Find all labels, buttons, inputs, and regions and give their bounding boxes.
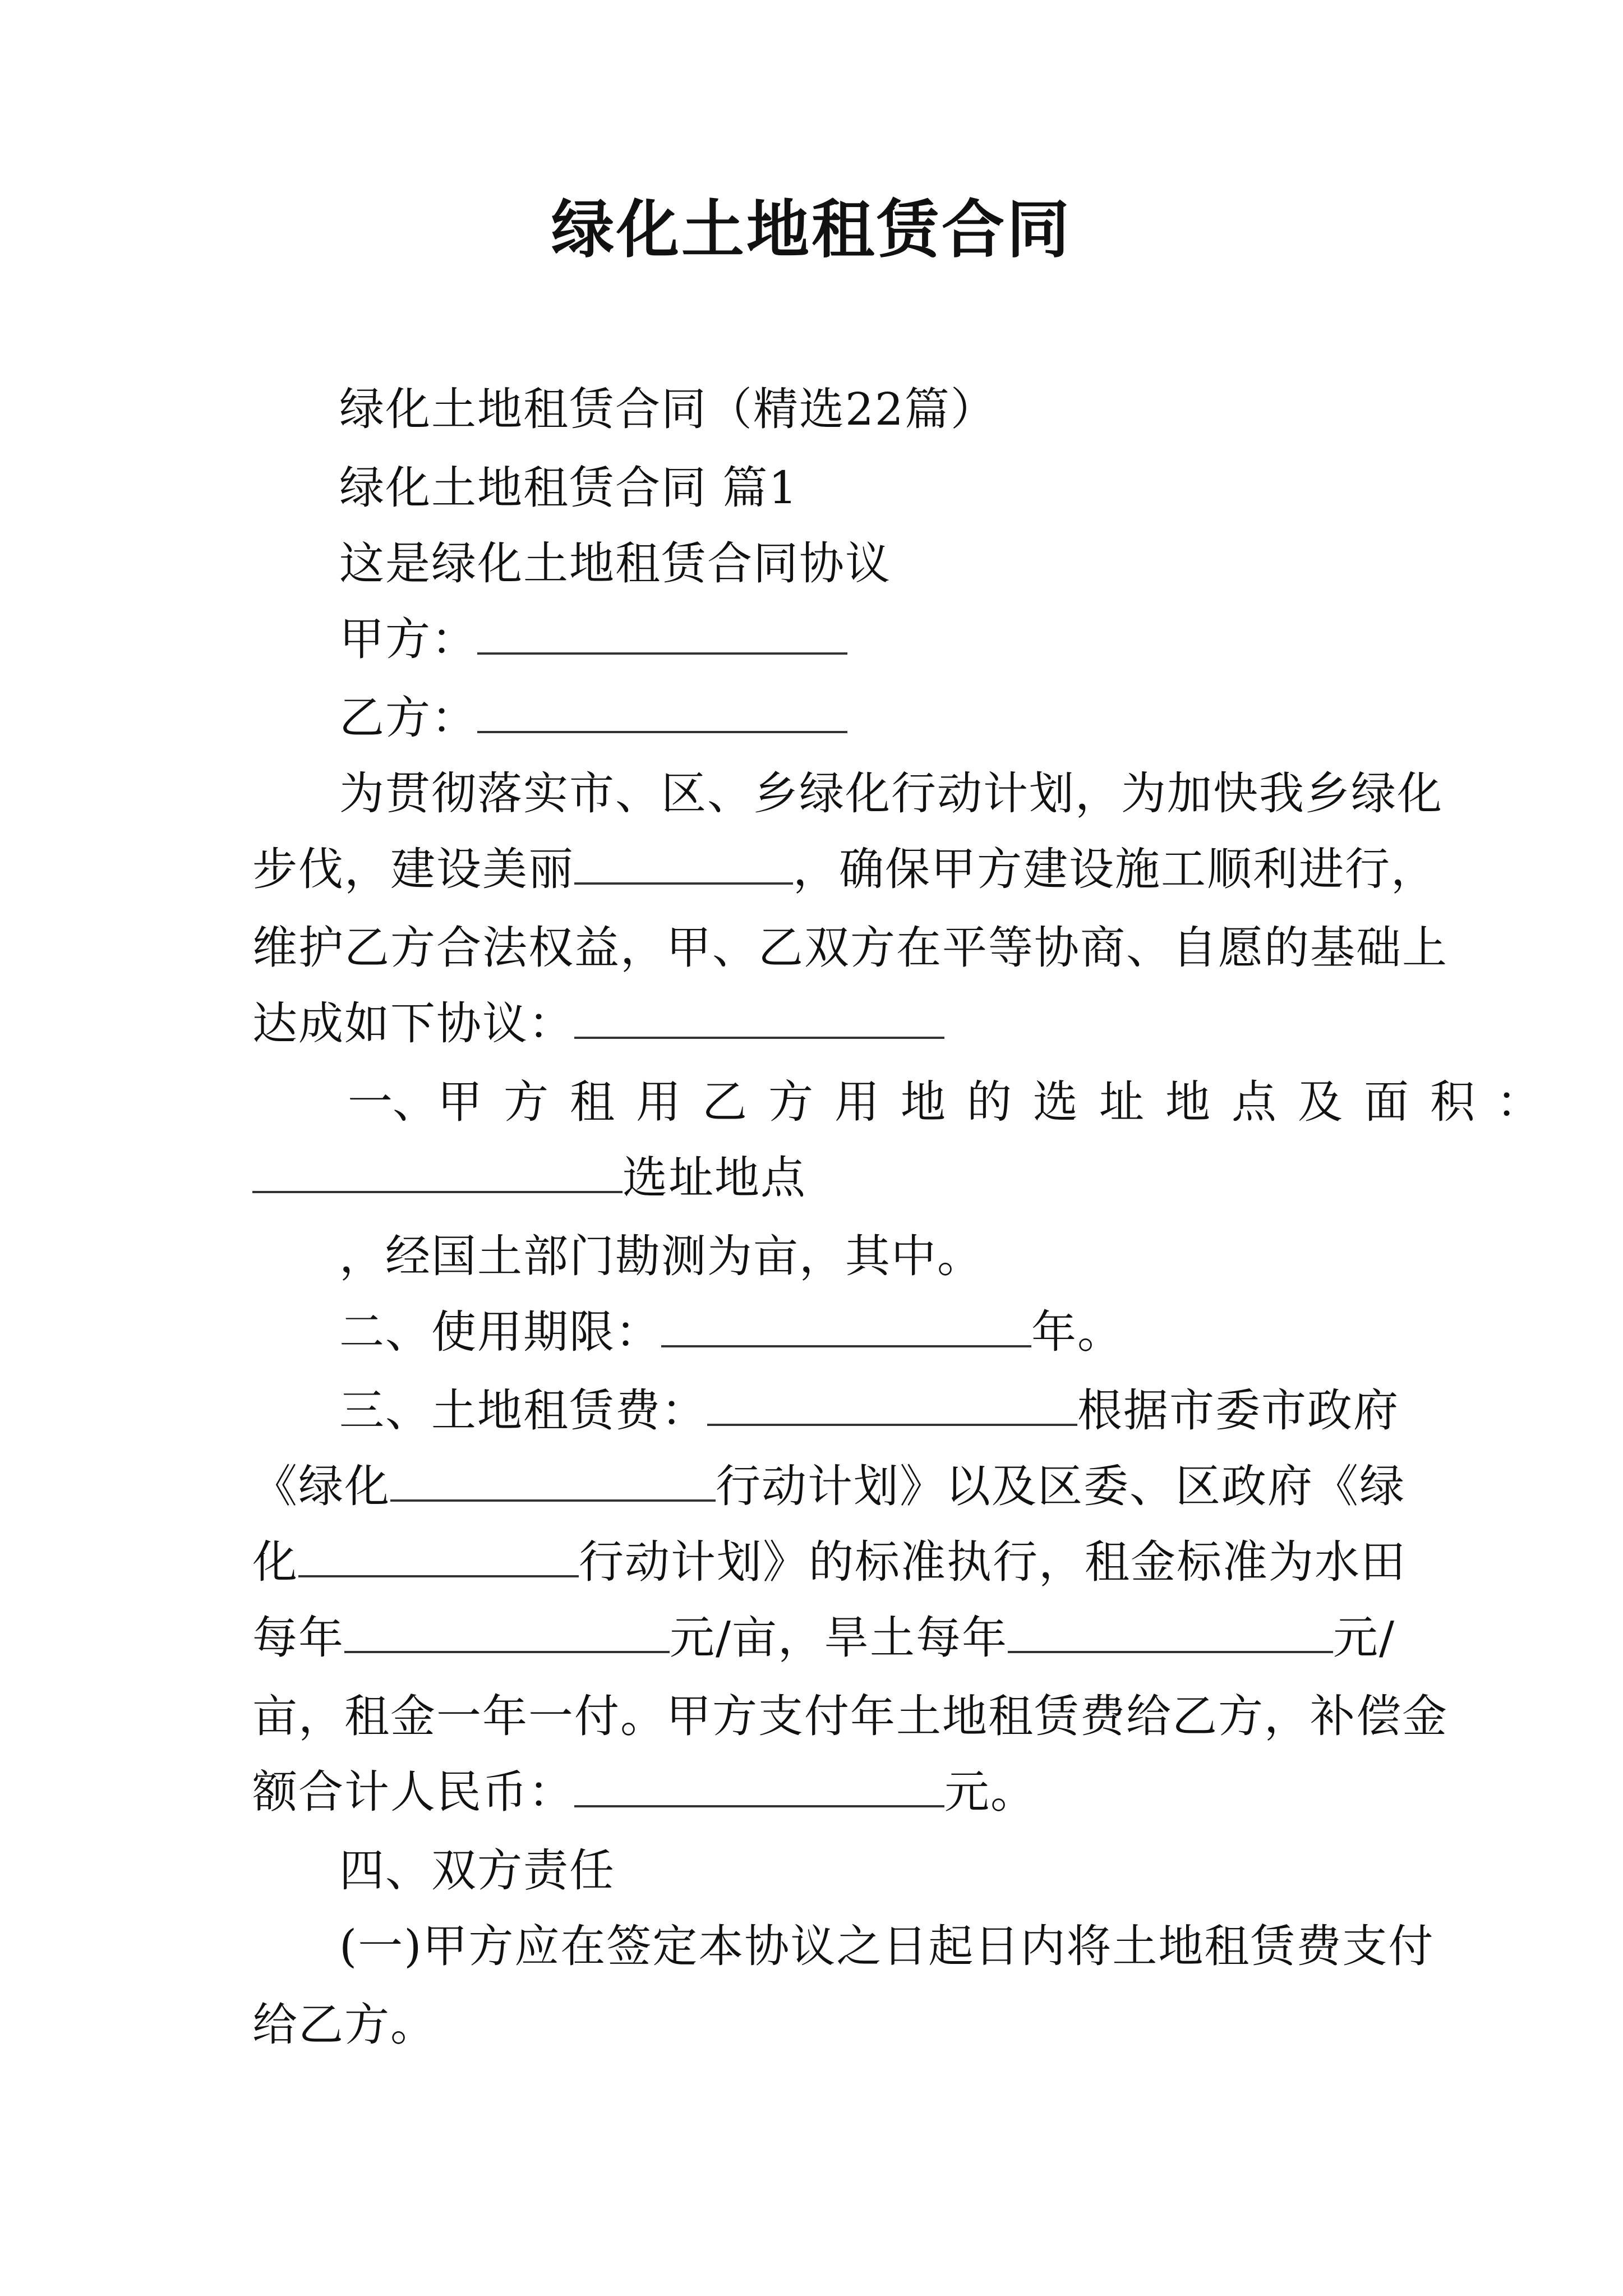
party-b-blank — [477, 693, 847, 733]
paragraph-line — [252, 841, 1437, 898]
fill-blank — [574, 844, 793, 885]
paragraph-text: 年。 — [1031, 1306, 1123, 1358]
paragraph-text: 元/亩，旱土每年 — [670, 1612, 1008, 1664]
paragraph-text: 行动计划》的标准执行，租金标准为水田 — [579, 1536, 1407, 1588]
party-a-line — [339, 611, 847, 668]
fill-blank — [252, 1153, 623, 1193]
section-4-heading: 四、双方责任 — [339, 1844, 615, 1897]
fill-blank — [574, 999, 944, 1039]
paragraph-line: 亩，租金一年一付。甲方支付年土地租赁费给乙方，补偿金 — [252, 1690, 1448, 1742]
subtitle: 绿化土地租赁合同（精选22篇） — [339, 383, 997, 435]
paragraph-line — [252, 1534, 1407, 1590]
paragraph-line: 维护乙方合法权益，甲、乙双方在平等协商、自愿的基础上 — [252, 922, 1448, 974]
fill-blank — [661, 1307, 1031, 1347]
fill-blank — [390, 1461, 716, 1502]
paragraph-line — [252, 996, 944, 1052]
part-heading: 绿化土地租赁合同 篇1 — [339, 462, 799, 514]
section-1-heading — [252, 1074, 1562, 1130]
paragraph-text: 二、使用期限： — [339, 1306, 661, 1358]
paragraph-text: 根据市委市政府 — [1077, 1384, 1399, 1437]
fill-blank — [1008, 1613, 1333, 1653]
document-title: 绿化土地租赁合同 — [551, 193, 1072, 266]
paragraph-text: 步伐，建设美丽 — [252, 843, 574, 895]
paragraph-text: 化 — [252, 1536, 298, 1588]
paragraph-line — [252, 1458, 1405, 1515]
paragraph-text: 达成如下协议： — [252, 997, 574, 1050]
paragraph-text: 行动计划》以及区委、区政府《绿 — [716, 1460, 1405, 1512]
paragraph-line: (一)甲方应在签定本协议之日起日内将土地租赁费支付 — [339, 1920, 1435, 1972]
fill-blank — [344, 1613, 670, 1653]
paragraph-text: 每年 — [252, 1612, 344, 1664]
paragraph-text: 《绿化 — [252, 1460, 390, 1512]
paragraph-line: 为贯彻落实市、区、乡绿化行动计划，为加快我乡绿化 — [339, 767, 1443, 820]
party-a-label: 甲方： — [339, 613, 477, 665]
party-a-blank — [477, 614, 847, 655]
party-b-line — [339, 690, 847, 746]
section-number: 一、 — [348, 1076, 437, 1128]
paragraph-text: ，确保甲方建设施工顺利进行， — [793, 843, 1437, 895]
section-text: 甲方租用乙方用地的选址地点及面积： — [437, 1076, 1562, 1128]
paragraph-line — [252, 1610, 1395, 1666]
section-3-line — [339, 1383, 1399, 1439]
paragraph-text: 选址地点 — [623, 1152, 806, 1204]
paragraph-text: 三、土地租赁费： — [339, 1384, 707, 1437]
fill-blank — [574, 1767, 944, 1807]
party-b-label: 乙方： — [339, 692, 477, 744]
paragraph-line — [252, 1764, 1036, 1820]
paragraph-line: 给乙方。 — [252, 1999, 436, 2051]
paragraph-line: ，经国土部门勘测为亩，其中。 — [339, 1230, 983, 1282]
paragraph-line — [252, 1150, 806, 1206]
fill-blank — [707, 1386, 1077, 1426]
intro-line: 这是绿化土地租赁合同协议 — [339, 537, 891, 590]
fill-blank — [298, 1537, 579, 1577]
paragraph-text: 元。 — [944, 1766, 1036, 1818]
section-2-line — [339, 1304, 1123, 1360]
paragraph-text: 元/ — [1332, 1612, 1395, 1664]
paragraph-text: 额合计人民币： — [252, 1766, 574, 1818]
